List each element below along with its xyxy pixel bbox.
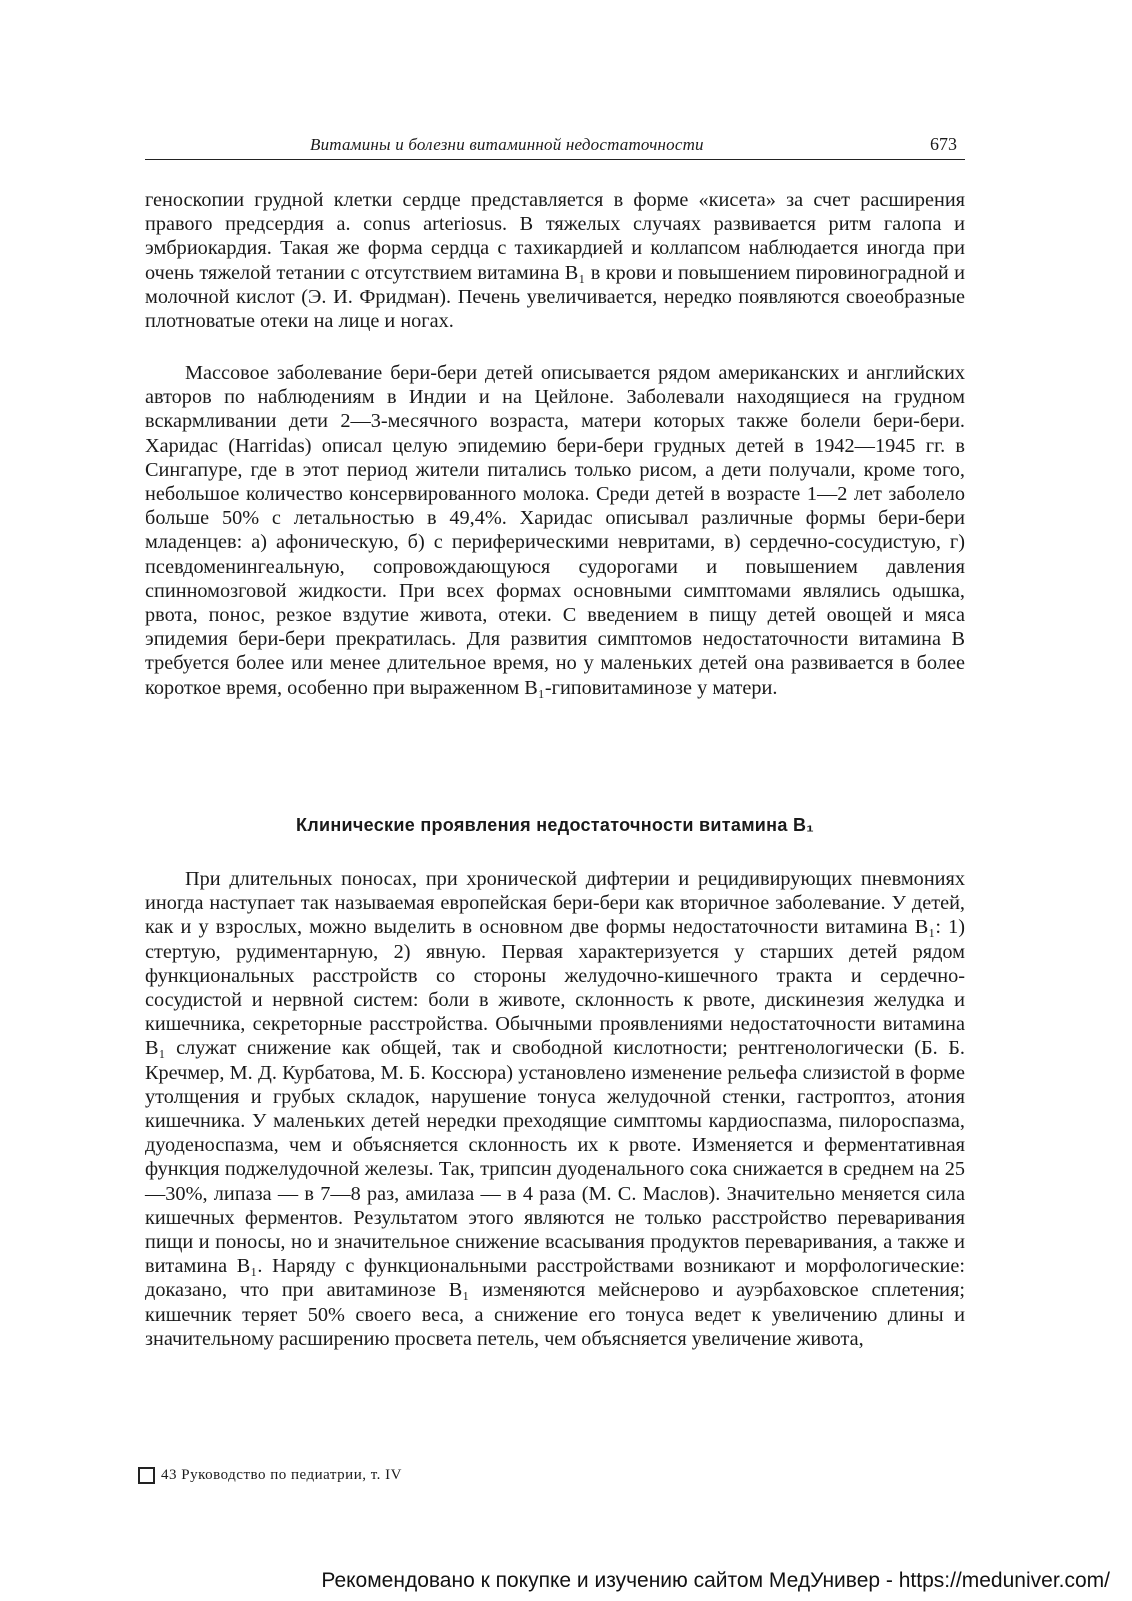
paragraph-continuation [145, 188, 965, 333]
paragraph-text: Массовое заболевание бери-бери детей описывается рядом американских и английских авторов по наблюдениям в Индии и на Цейлоне. Заболевали находящиеся на грудном вскармливании дети 2—3-месячного возраста, матери которых также болели бери-бери. Харидас (Harridas) описал целую эпидемию бери-бери грудных детей в 1942—1945 гг. в Сингапуре, где в этот период жители питались только рисом, а дети получали, кроме того, небольшое количество консервированного молока. Среди детей в возрасте 1—2 лет заболело больше 50% с летальностью в 49,4%. Харидас описывал различные формы бери-бери младенцев: а) афоническую, б) с периферическими невритами, в) сердечно-сосудистую, г) псевдоменингеальную, сопровождающуюся судорогами и повышением давления спинномозговой жидкости. При всех формах основными симптомами являлись одышка, рвота, понос, резкое вздутие живота, отеки. С введением в пищу детей овощей и мяса эпидемия бери-бери прекратилась. Для развития симптомов недостаточности витамина B требуется более или менее длительное время, но у маленьких детей она развивается в более короткое время, особенно при выраженном B₁-гиповитаминозе у матери. [145, 362, 965, 699]
page-number: 673 [930, 134, 957, 154]
paragraph-beriberi-epidemic [145, 361, 965, 700]
paragraph-text: геноскопии грудной клетки сердце представляется в форме «кисета» за счет расширения правого предсердия a. conus arteriosus. В тяжелых случаях развивается ритм галопа и эмбриокардия. Такая же форма сердца с тахикардией и коллапсом наблюдается иногда при очень тяжелой тетании с отсутствием витамина B₁ в крови и повышением пировиноградной и молочной кислот (Э. И. Фридман). Печень увеличивается, нередко появляются своеобразные плотноватые отеки на лице и ногах. [145, 189, 965, 333]
paragraph-text: При длительных поносах, при хронической дифтерии и рецидивирующих пневмониях иногда наступает так называемая европейская бери-бери как вторичное заболевание. У детей, как и у взрослых, можно выделить в основном две формы недостаточности витамина B₁: 1) стертую, рудиментарную, 2) явную. Первая характеризуется у старших детей рядом функциональных расстройств со стороны желудочно-кишечного тракта и сердечно-сосудистой и нервной систем: боли в животе, склонность к рвоте, дискинезия желудка и кишечника, секреторные расстройства. Обычными проявлениями недостаточности витамина B₁ служат снижение как общей, так и свободной кислотности; рентгенологически (Б. Б. Кречмер, М. Д. Курбатова, М. Б. Коссюра) установлено изменение рельефа слизистой в форме утолщения и грубых складок, нарушение тонуса желудочной стенки, гастроптоз, атония кишечника. У маленьких детей нередки преходящие симптомы кардиоспазма, пилороспазма, дуоденоспазма, чем и объясняется склонность их к рвоте. Изменяется и ферментативная функция поджелудочной железы. Так, трипсин дуоденального сока снижается в среднем на 25—30%, липаза — в 7—8 раз, амилаза — в 4 раза (М. С. Маслов). Значительно меняется сила кишечных ферментов. Результатом этого являются не только расстройство переваривания пищи и поносы, но и значительное снижение всасывания продуктов переваривания, а также и витамина B₁. Наряду с функциональными расстройствами возникают и морфологические: доказано, что при авитаминозе B₁ изменяются мейснерово и ауэрбаховское сплетения; кишечник теряет 50% своего веса, а снижение его тонуса ведет к увеличению длины и значительному расширению просвета петель, чем объясняется увеличение живота, [145, 868, 965, 1350]
paragraph-clinical-manifestations [145, 867, 965, 1351]
section-heading: Клинические проявления недостаточности витамина B₁ [295, 815, 814, 835]
running-title: Витамины и болезни витаминной недостаточности [310, 135, 704, 154]
running-header [145, 131, 965, 160]
square-icon [138, 1467, 155, 1484]
watermark-link[interactable]: Рекомендовано к покупке и изучению сайтом МедУнивер - https://meduniver.com/ [321, 1569, 1110, 1592]
signature-text: 43 Руководство по педиатрии, т. IV [161, 1467, 402, 1483]
signature-mark [138, 1467, 402, 1484]
